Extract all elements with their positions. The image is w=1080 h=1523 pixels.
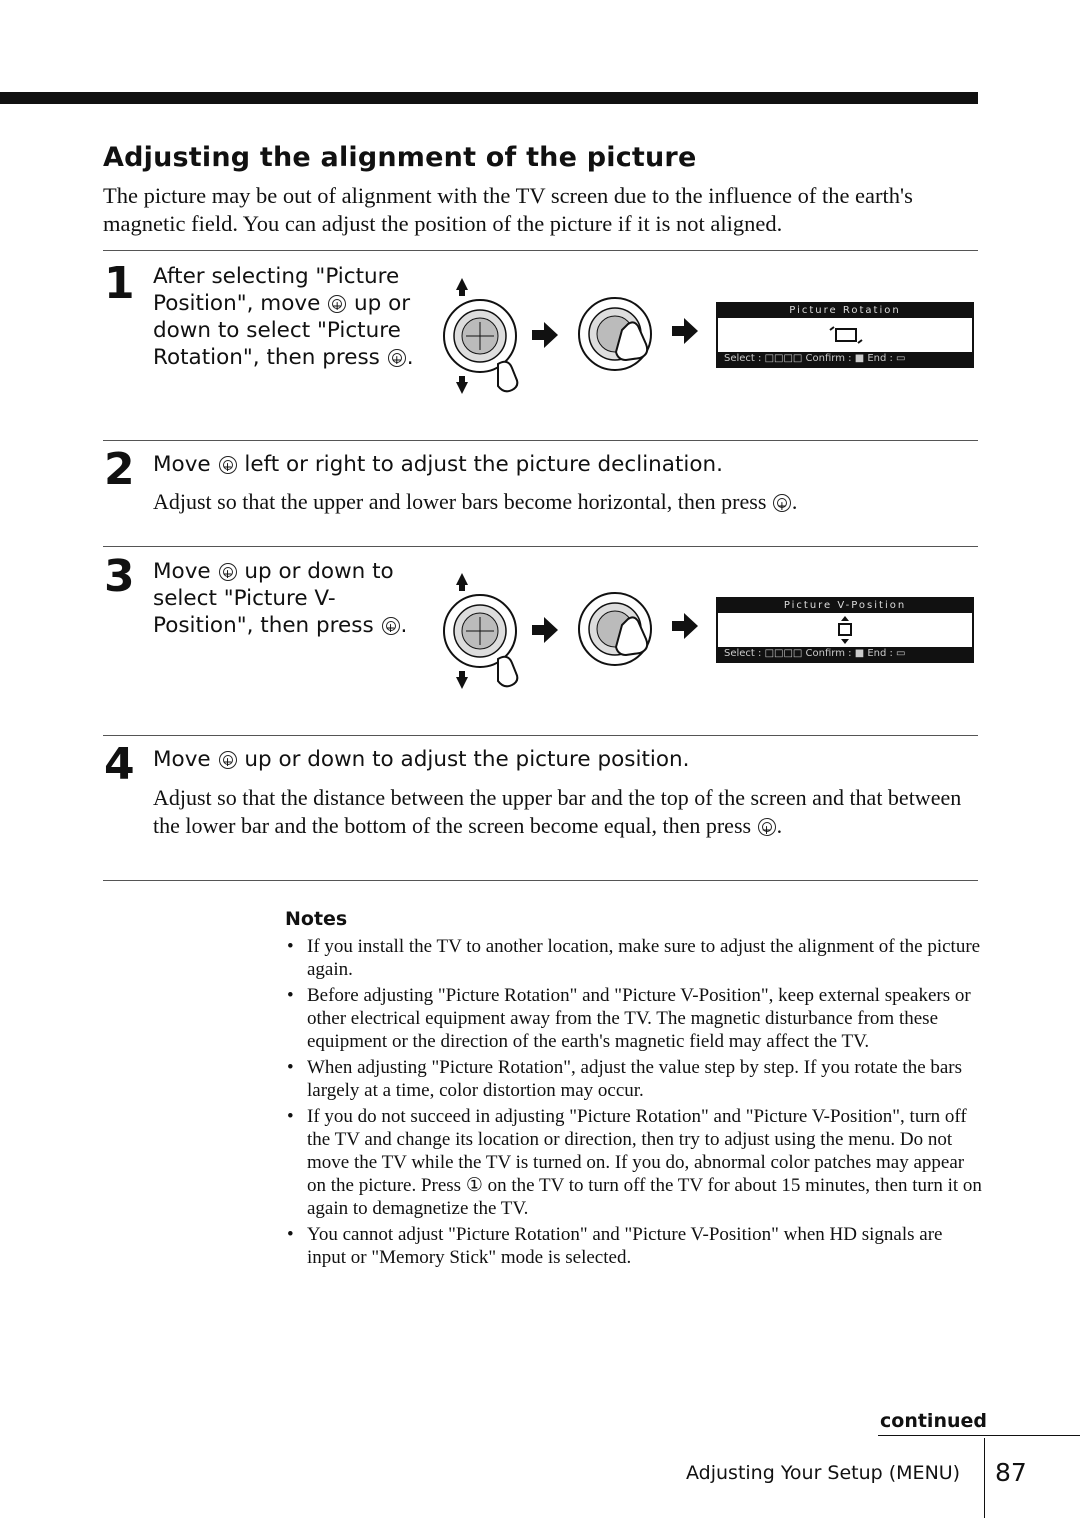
note-item: • When adjusting "Picture Rotation", adjust the value step by step. If you rotate the bars largely at a time, color distortion may occur.: [285, 1056, 985, 1102]
step-4-heading: Move + up or down to adjust the picture position.: [153, 746, 689, 773]
osd-picture-vposition: [716, 597, 974, 663]
note-item: • If you install the TV to another location, make sure to adjust the alignment of the picture again.: [285, 935, 985, 981]
divider: [103, 880, 978, 881]
step-4-number: 4: [104, 739, 135, 790]
top-rule-bar: [0, 92, 978, 104]
continued-label: continued: [880, 1410, 987, 1432]
joystick-diagram-2: [440, 565, 710, 695]
divider: [103, 546, 978, 547]
footer-vertical-rule: [984, 1438, 985, 1518]
joystick-button-icon: [328, 295, 346, 313]
footer-section-title: Adjusting Your Setup (MENU): [686, 1462, 961, 1484]
joystick-button-icon: [388, 349, 406, 367]
joystick-diagram-1: [440, 270, 710, 400]
osd-footer: Select : □□□□ Confirm : ■ End : ▭: [718, 352, 972, 366]
step-2-body: Adjust so that the upper and lower bars become horizontal, then press + .: [153, 488, 973, 516]
joystick-button-icon: [219, 751, 237, 769]
step-2-heading: Move + left or right to adjust the picture declination.: [153, 451, 723, 478]
note-item: • Before adjusting "Picture Rotation" and "Picture V-Position", keep external speakers or other electrical equipment away from the TV. The magnetic disturbance from these equipment or the direction of the earth's magnetic field may affect the TV.: [285, 984, 985, 1053]
step-4-body: Adjust so that the distance between the upper bar and the top of the screen and that between the lower bar and the bottom of the screen become equal, then press + .: [153, 784, 973, 840]
divider: [103, 735, 978, 736]
joystick-button-icon: [382, 617, 400, 635]
joystick-button-icon: [773, 494, 791, 512]
osd-footer: Select : □□□□ Confirm : ■ End : ▭: [718, 647, 972, 661]
osd-title: Picture V-Position: [718, 599, 972, 613]
joystick-button-icon: [758, 818, 776, 836]
pressing-hand-icon: [498, 362, 517, 392]
right-arrow-icon: [532, 322, 558, 348]
notes-list: [285, 935, 985, 1272]
intro-paragraph: The picture may be out of alignment with the TV screen due to the influence of the earth's magnetic field. You can adjust the position of the picture if it is not aligned.: [103, 183, 913, 236]
right-arrow-icon: [672, 318, 698, 344]
rotation-icon: [718, 318, 972, 352]
vposition-icon: [718, 613, 972, 647]
osd-picture-rotation: [716, 302, 974, 368]
step-1-text: After selecting "Picture Position", move + up or down to select "Picture Rotation", then press + .: [153, 263, 414, 371]
right-arrow-icon: [672, 613, 698, 639]
step-3-number: 3: [104, 551, 135, 602]
pressing-hand-icon: [498, 657, 517, 687]
continued-rule: [878, 1435, 1080, 1436]
right-arrow-icon: [532, 617, 558, 643]
page-number: 87: [995, 1458, 1027, 1487]
note-item: • If you do not succeed in adjusting "Picture Rotation" and "Picture V-Position", turn off the TV and change its location or direction, then try to adjust using the menu. Do not move the TV while the TV is turned on. If you do, abnormal color patches may appear on the picture. Press ① on the TV to turn off the TV for about 15 minutes, then turn it on again to demagnetize the TV.: [285, 1105, 985, 1220]
osd-title: Picture Rotation: [718, 304, 972, 318]
step-2-number: 2: [104, 444, 135, 495]
step-1-number: 1: [104, 258, 135, 309]
divider: [103, 440, 978, 441]
notes-heading: Notes: [285, 908, 348, 930]
divider: [103, 250, 978, 251]
page-title: Adjusting the alignment of the picture: [103, 142, 697, 173]
note-item: • You cannot adjust "Picture Rotation" and "Picture V-Position" when HD signals are input or "Memory Stick" mode is selected.: [285, 1223, 985, 1269]
joystick-button-icon: [219, 456, 237, 474]
joystick-button-icon: [219, 563, 237, 581]
step-3-text: Move + up or down to select "Picture V- Position", then press + .: [153, 558, 407, 639]
